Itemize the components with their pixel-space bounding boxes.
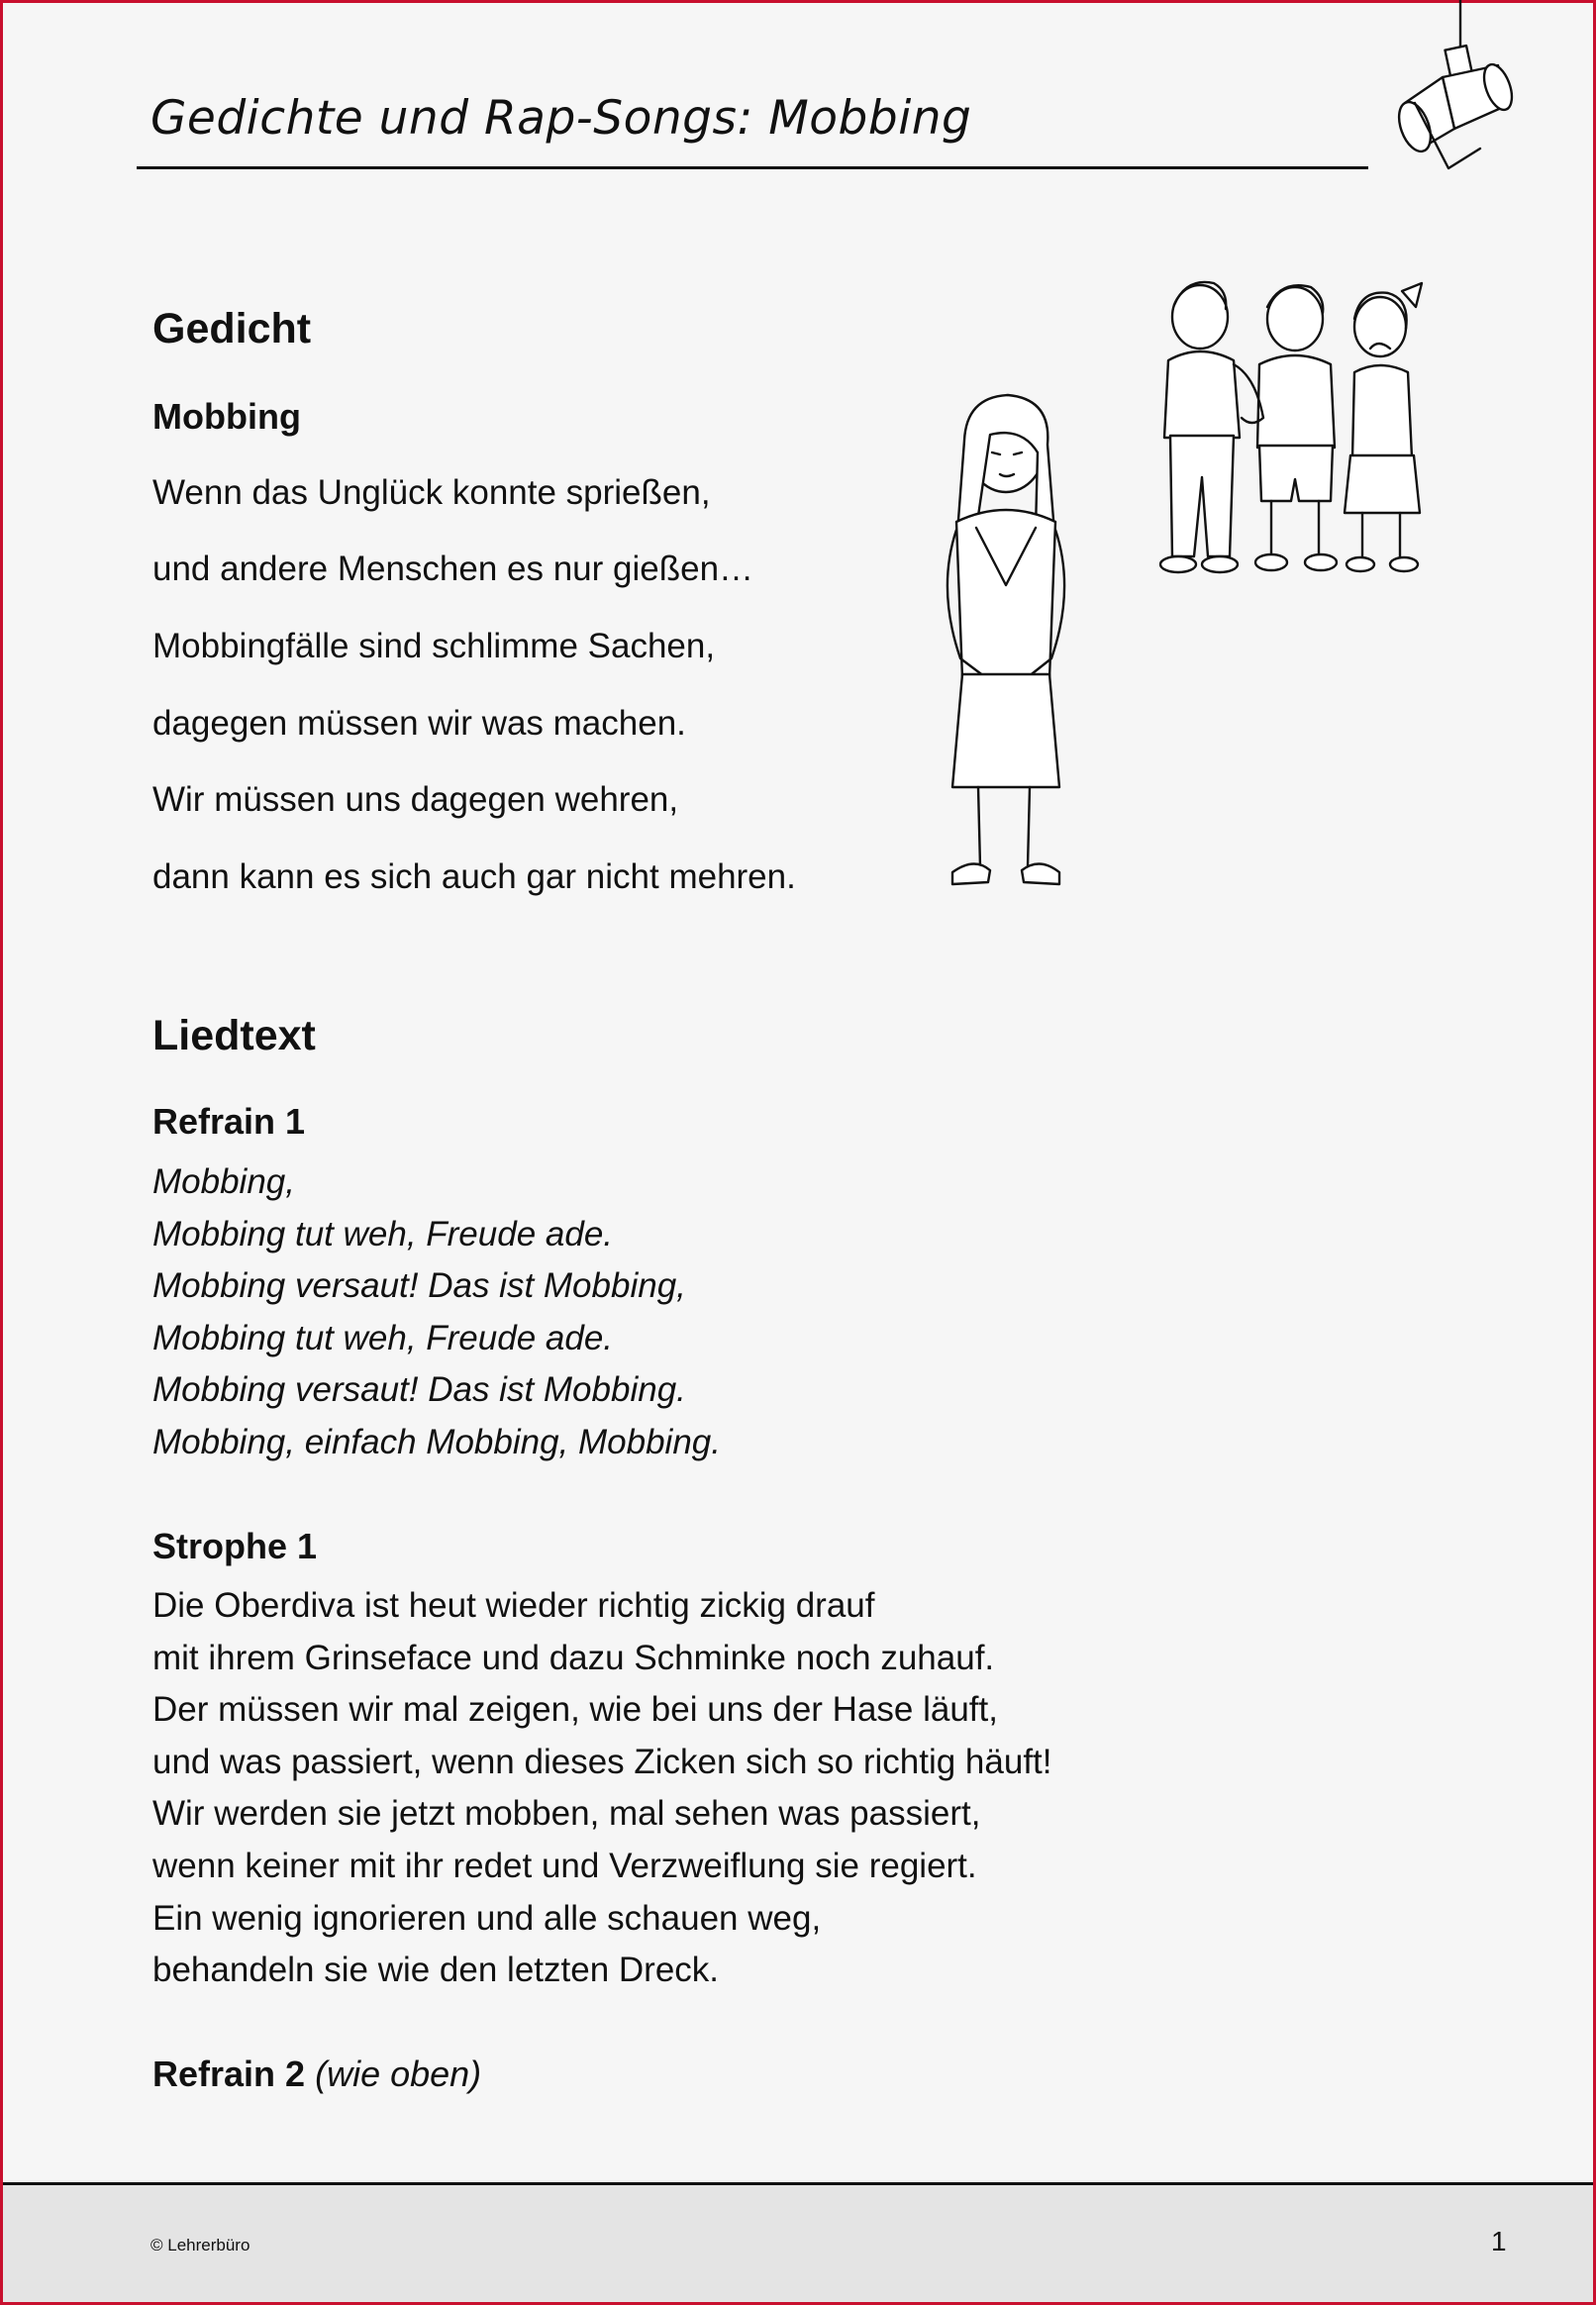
lyric-line: wenn keiner mit ihr redet und Verzweiflung sie regiert.: [152, 1846, 977, 1885]
poem-line: Wir müssen uns dagegen wehren,: [152, 780, 679, 819]
lyric-line: Mobbing versaut! Das ist Mobbing.: [152, 1370, 686, 1410]
copyright-notice: © Lehrerbüro: [150, 2236, 250, 2255]
page-number: 1: [1491, 2226, 1507, 2256]
poem-line: Wenn das Unglück konnte sprießen,: [152, 473, 711, 512]
lyric-line: behandeln sie wie den letzten Dreck.: [152, 1951, 720, 1990]
lyric-line: Ein wenig ignorieren und alle schauen weg,: [152, 1898, 822, 1938]
poem-line: dagegen müssen wir was machen.: [152, 704, 686, 743]
strophe-1-lyrics: [152, 1580, 1052, 1997]
header-divider: [137, 166, 1368, 169]
strophe-1-title: Strophe 1: [152, 1526, 318, 1566]
lonely-girl-illustration: [931, 391, 1081, 906]
poem-line: und andere Menschen es nur gießen…: [152, 550, 754, 588]
lyric-line: Mobbing, einfach Mobbing, Mobbing.: [152, 1422, 721, 1461]
refrain-1-title: Refrain 1: [152, 1101, 306, 1142]
poem-line: dann kann es sich auch gar nicht mehren.: [152, 857, 796, 896]
spotlight-icon: [1391, 0, 1530, 178]
section-heading-liedtext: Liedtext: [152, 1012, 316, 1059]
lyric-line: Mobbing versaut! Das ist Mobbing,: [152, 1266, 686, 1306]
kids-group-illustration: [1156, 269, 1432, 584]
lyric-line: Mobbing tut weh, Freude ade.: [152, 1318, 614, 1357]
poem-line: Mobbingfälle sind schlimme Sachen,: [152, 627, 716, 665]
refrain-2-note: (wie oben): [315, 2054, 482, 2094]
section-heading-gedicht: Gedicht: [152, 305, 312, 352]
refrain-2-heading: [152, 2054, 481, 2095]
poem-title: Mobbing: [152, 396, 301, 437]
refrain-1-lyrics: [152, 1156, 721, 1469]
lyric-line: Mobbing,: [152, 1162, 295, 1201]
lyric-line: Die Oberdiva ist heut wieder richtig zickig drauf: [152, 1586, 875, 1625]
refrain-2-title: Refrain 2: [152, 2054, 306, 2094]
page-title: Gedichte und Rap-Songs: Mobbing: [150, 91, 972, 146]
lyric-line: Wir werden sie jetzt mobben, mal sehen was passiert,: [152, 1794, 981, 1834]
lyric-line: Der müssen wir mal zeigen, wie bei uns der Hase läuft,: [152, 1690, 998, 1730]
lyric-line: und was passiert, wenn dieses Zicken sich so richtig häuft!: [152, 1742, 1052, 1781]
lyric-line: mit ihrem Grinseface und dazu Schminke noch zuhauf.: [152, 1638, 995, 1677]
lyric-line: Mobbing tut weh, Freude ade.: [152, 1214, 614, 1253]
